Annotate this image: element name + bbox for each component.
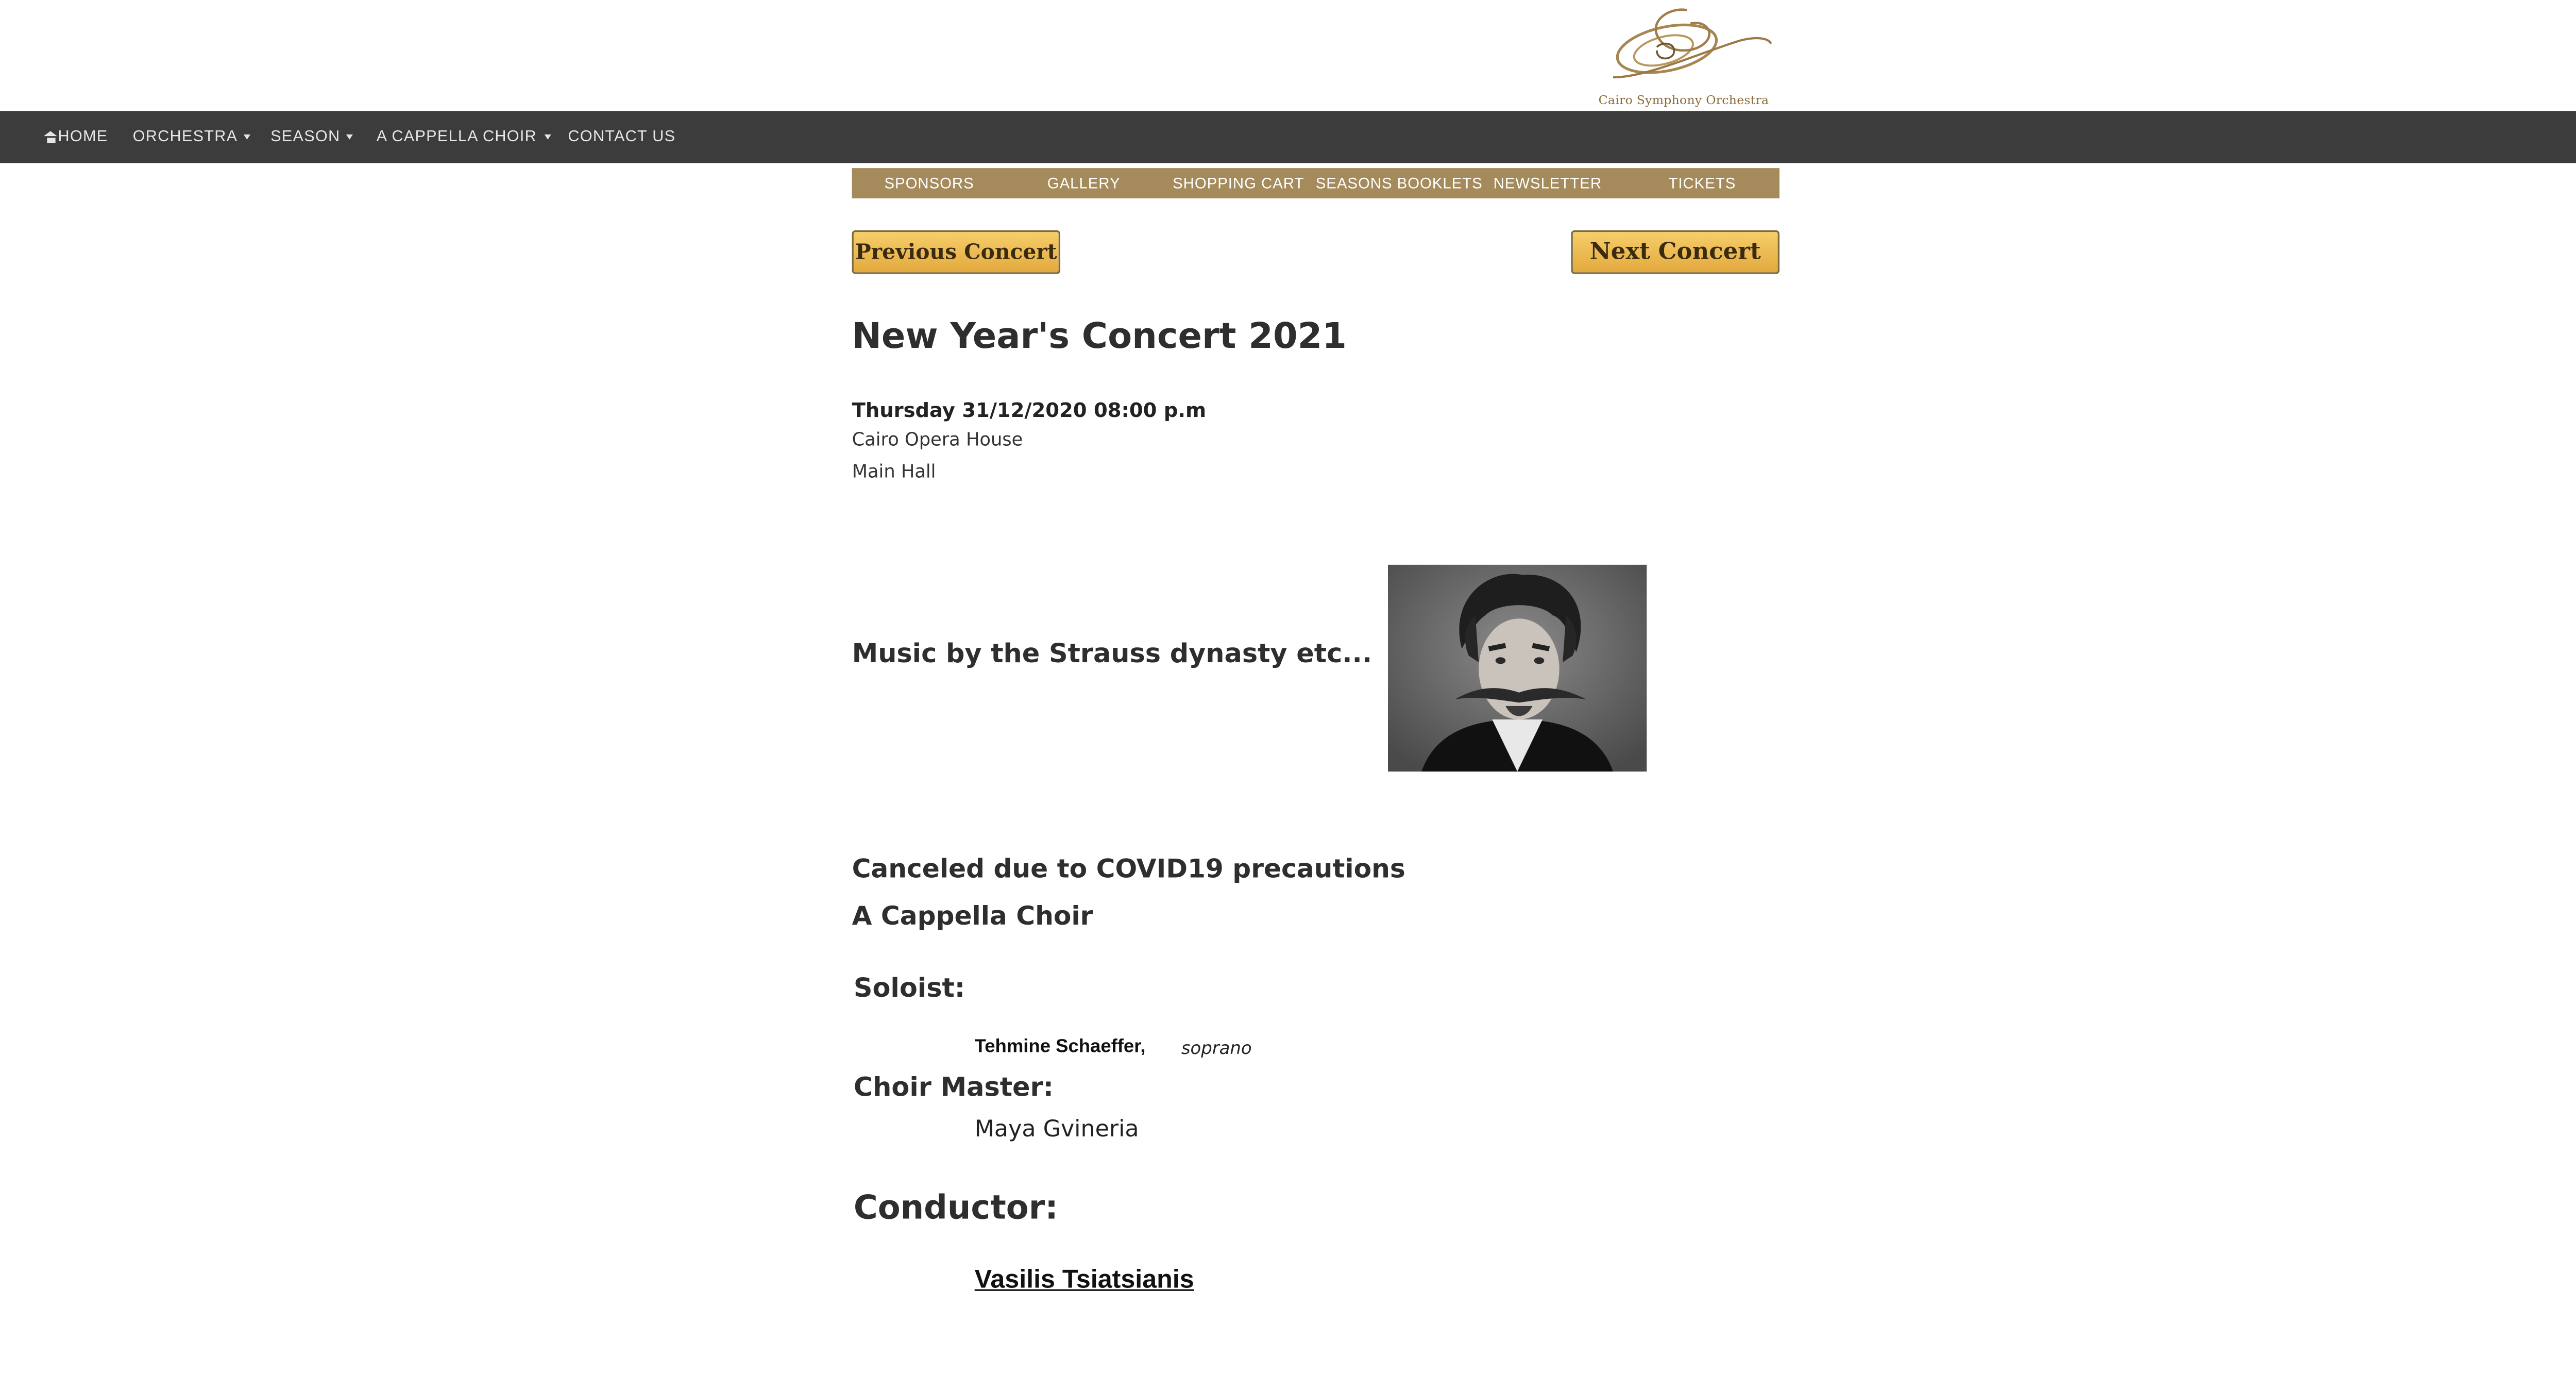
composer-portrait [1388, 565, 1647, 772]
nav-item-contact-us[interactable] [568, 111, 675, 163]
conductor-label: Conductor: [853, 1188, 1058, 1227]
submenu-sponsors[interactable]: SPONSORS [884, 175, 974, 192]
nav-item-a-cappella-choir[interactable] [377, 111, 551, 163]
concert-hall: Main Hall [852, 460, 936, 483]
nav-item-season[interactable] [270, 111, 353, 163]
page-title: New Year's Concert 2021 [852, 316, 1347, 357]
choir-master-label: Choir Master: [853, 1072, 1054, 1103]
caret-down-icon [244, 135, 251, 140]
caret-down-icon [347, 135, 353, 140]
main-navbar [0, 111, 2576, 163]
concert-program: Music by the Strauss dynasty etc... [852, 639, 1372, 669]
orchestra-logo[interactable] [1580, 4, 1788, 108]
logo-text: Cairo Symphony Orchestra [1598, 92, 1769, 108]
concert-datetime: Thursday 31/12/2020 08:00 p.m [852, 398, 1207, 422]
caret-down-icon [544, 135, 550, 140]
submenu-shopping-cart[interactable]: SHOPPING CART [1173, 175, 1304, 192]
conductor-name-link[interactable]: Vasilis Tsiatsianis [974, 1265, 1194, 1295]
nav-item-orchestra[interactable] [133, 111, 251, 163]
home-icon [44, 131, 57, 143]
nav-item-label: CONTACT US [568, 126, 676, 145]
previous-concert-button[interactable]: Previous Concert [852, 230, 1060, 274]
soloist-name: Tehmine Schaeffer, [974, 1037, 1146, 1058]
ensemble-name: A Cappella Choir [852, 901, 1093, 931]
sub-menu [852, 168, 1780, 198]
nav-item-label: HOME [58, 126, 108, 145]
choir-master-name: Maya Gvineria [974, 1116, 1139, 1143]
nav-item-label: SEASON [270, 126, 341, 145]
concert-venue: Cairo Opera House [852, 428, 1023, 451]
next-concert-button[interactable]: Next Concert [1571, 230, 1780, 274]
nav-item-home[interactable] [44, 111, 108, 163]
cancellation-notice: Canceled due to COVID19 precautions [852, 853, 1405, 884]
treble-clef-logo-icon [1580, 4, 1788, 98]
submenu-tickets[interactable]: TICKETS [1668, 175, 1736, 192]
nav-item-label: A CAPPELLA CHOIR [376, 126, 537, 145]
soloist-role: soprano [1181, 1038, 1252, 1059]
nav-item-label: ORCHESTRA [132, 126, 238, 145]
submenu-gallery[interactable]: GALLERY [1047, 175, 1121, 192]
soloist-label: Soloist: [853, 973, 965, 1004]
submenu-newsletter[interactable]: NEWSLETTER [1493, 175, 1602, 192]
submenu-seasons-booklets[interactable]: SEASONS BOOKLETS [1315, 175, 1483, 192]
